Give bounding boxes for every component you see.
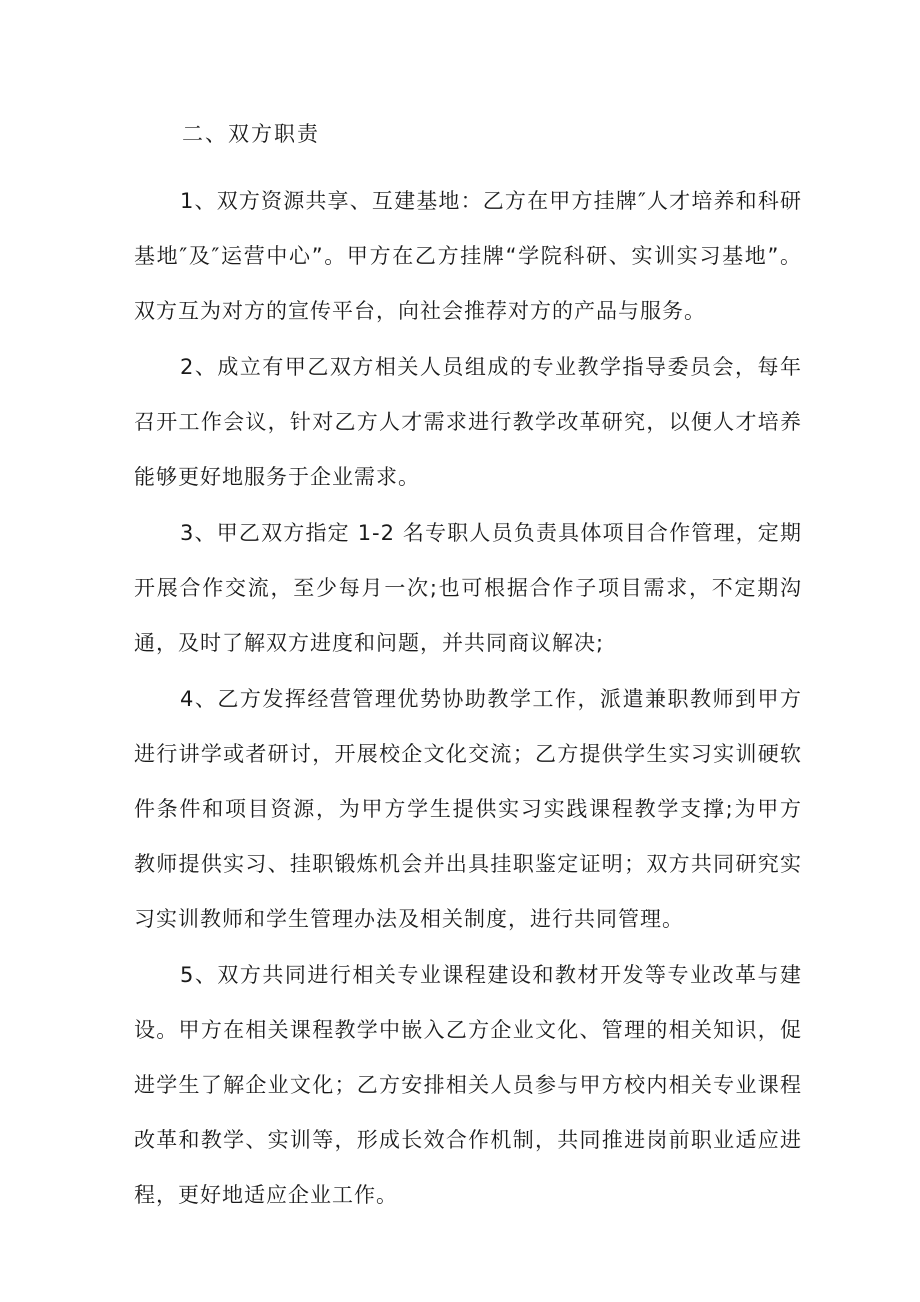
paragraph-1: 1、双方资源共享、互建基地：乙方在甲方挂牌″人才培养和科研基地″及″运营中心”。甲方在乙方挂牌“学院科研、实训实习基地”。双方互为对方的宣传平台，向社会推荐对方的产品与服务。 (134, 189, 802, 323)
section-heading: 二、双方职责 (182, 122, 320, 146)
paragraph-5: 5、双方共同进行相关专业课程建设和教材开发等专业改革与建设。甲方在相关课程教学中嵌入乙方企业文化、管理的相关知识，促进学生了解企业文化；乙方安排相关人员参与甲方校内相关专业课程改革和教学、实训等，形成长效合作机制，共同推进岗前职业适应进程，更好地适应企业工作。 (134, 963, 802, 1207)
paragraph-3: 3、甲乙双方指定 1-2 名专职人员负责具体项目合作管理，定期开展合作交流，至少每月一次;也可根据合作子项目需求，不定期沟通，及时了解双方进度和问题，并共同商议解决; (134, 521, 802, 655)
paragraph-4: 4、乙方发挥经营管理优势协助教学工作，派遣兼职教师到甲方进行讲学或者研讨，开展校企文化交流；乙方提供学生实习实训硬软件条件和项目资源，为甲方学生提供实习实践课程教学支撑;为甲方教师提供实习、挂职锻炼机会并出具挂职鉴定证明；双方共同研究实习实训教师和学生管理办法及相关制度，进行共同管理。 (134, 687, 802, 931)
paragraph-2: 2、成立有甲乙双方相关人员组成的专业教学指导委员会，每年召开工作会议，针对乙方人才需求进行教学改革研究，以便人才培养能够更好地服务于企业需求。 (134, 355, 802, 489)
